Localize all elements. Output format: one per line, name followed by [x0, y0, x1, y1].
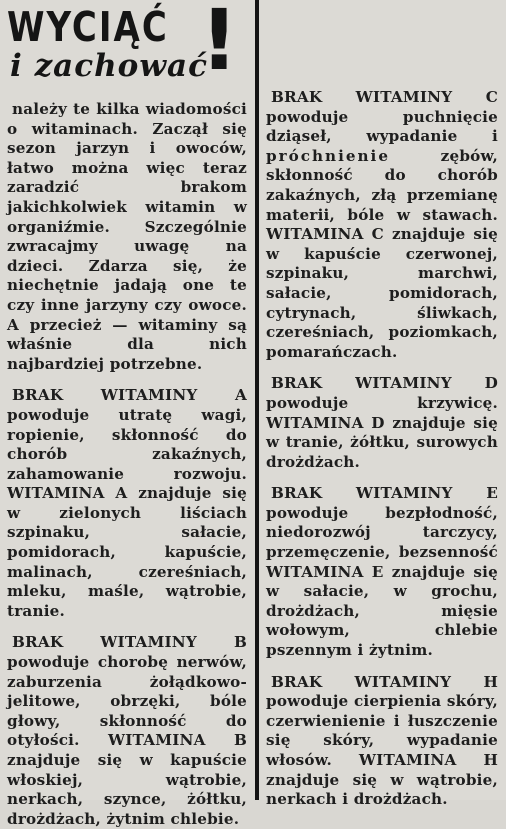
intro-paragraph: należy te kilka wiadomości o witaminach. Zaczął się sezon jarzyn i owoców, łatwo można więc teraz zaradzić brakom jakichkolwiek witamin w organiźmie. Szczególnie zwracajmy uwagę na dzieci. Zdarza się, że niechętnie jadają one te czy inne jarzyny czy owoce. A przecież — witaminy są właśnie dla nich najbardziej potrzebne. [7, 100, 247, 373]
section-vitamin-c [266, 88, 498, 362]
left-column [0, 0, 253, 828]
continued-b-spacer [266, 0, 498, 88]
section-vitamin-b: BRAK WITAMINY B powoduje chorobę nerwów, zaburzenia żołądkowo-jelitowe, obrzęki, bóle głowy, skłonność do otyłości. WITAMINA B znajduje się w kapuście włoskiej, wątrobie, nerkach, szynce, żółtku, drożdżach, żytnim chlebie. [7, 633, 247, 828]
headline [0, 0, 253, 100]
headline-line-2: i zachować [10, 48, 208, 84]
exclamation-mark: ! [200, 0, 239, 89]
section-vitamin-c-rest: zębów, skłonność do chorób zakaźnych, złą przemianę materii, bóle w stawach. WITAMINA C znajduje się w kapuście czerwonej, szpinaku, marchwi, sałacie, pomidorach, cytrynach, śliwkach, czereśniach, poziomkach, pomarańczach. [266, 146, 498, 361]
section-vitamin-e: BRAK WITAMINY E powoduje bezpłodność, niedorozwój tarczycy, przemęczenie, bezsenność WITAMINA E znajduje się w sałacie, w grochu, drożdżach, mięsie wołowym, chlebie pszennym i żytnim. [266, 484, 498, 660]
section-vitamin-a: BRAK WITAMINY A powoduje utratę wagi, ropienie, skłonność do chorób zakaźnych, zahamowanie rozwoju. WITAMINA A znajduje się w zielonych liściach szpinaku, sałacie, pomidorach, kapuście, malinach, czereśniach, mleku, maśle, wątrobie, tranie. [7, 386, 247, 620]
headline-line-1: WYCIĄĆ [7, 4, 169, 52]
right-column [262, 0, 506, 809]
column-divider [255, 0, 259, 800]
section-vitamin-d: BRAK WITAMINY D powoduje krzywicę. WITAMINA D znajduje się w tranie, żółtku, surowych drożdżach. [266, 374, 498, 471]
section-vitamin-c-spaced-word: próchnienie [266, 146, 390, 165]
section-vitamin-c-start: BRAK WITAMINY C powoduje puchnięcie dziąseł, wypadanie i [266, 88, 498, 146]
section-vitamin-h: BRAK WITAMINY H powoduje cierpienia skóry, czerwienienie i łuszczenie się skóry, wypadanie włosów. WITAMINA H znajduje się w wątrobie, nerkach i drożdżach. [266, 672, 498, 809]
